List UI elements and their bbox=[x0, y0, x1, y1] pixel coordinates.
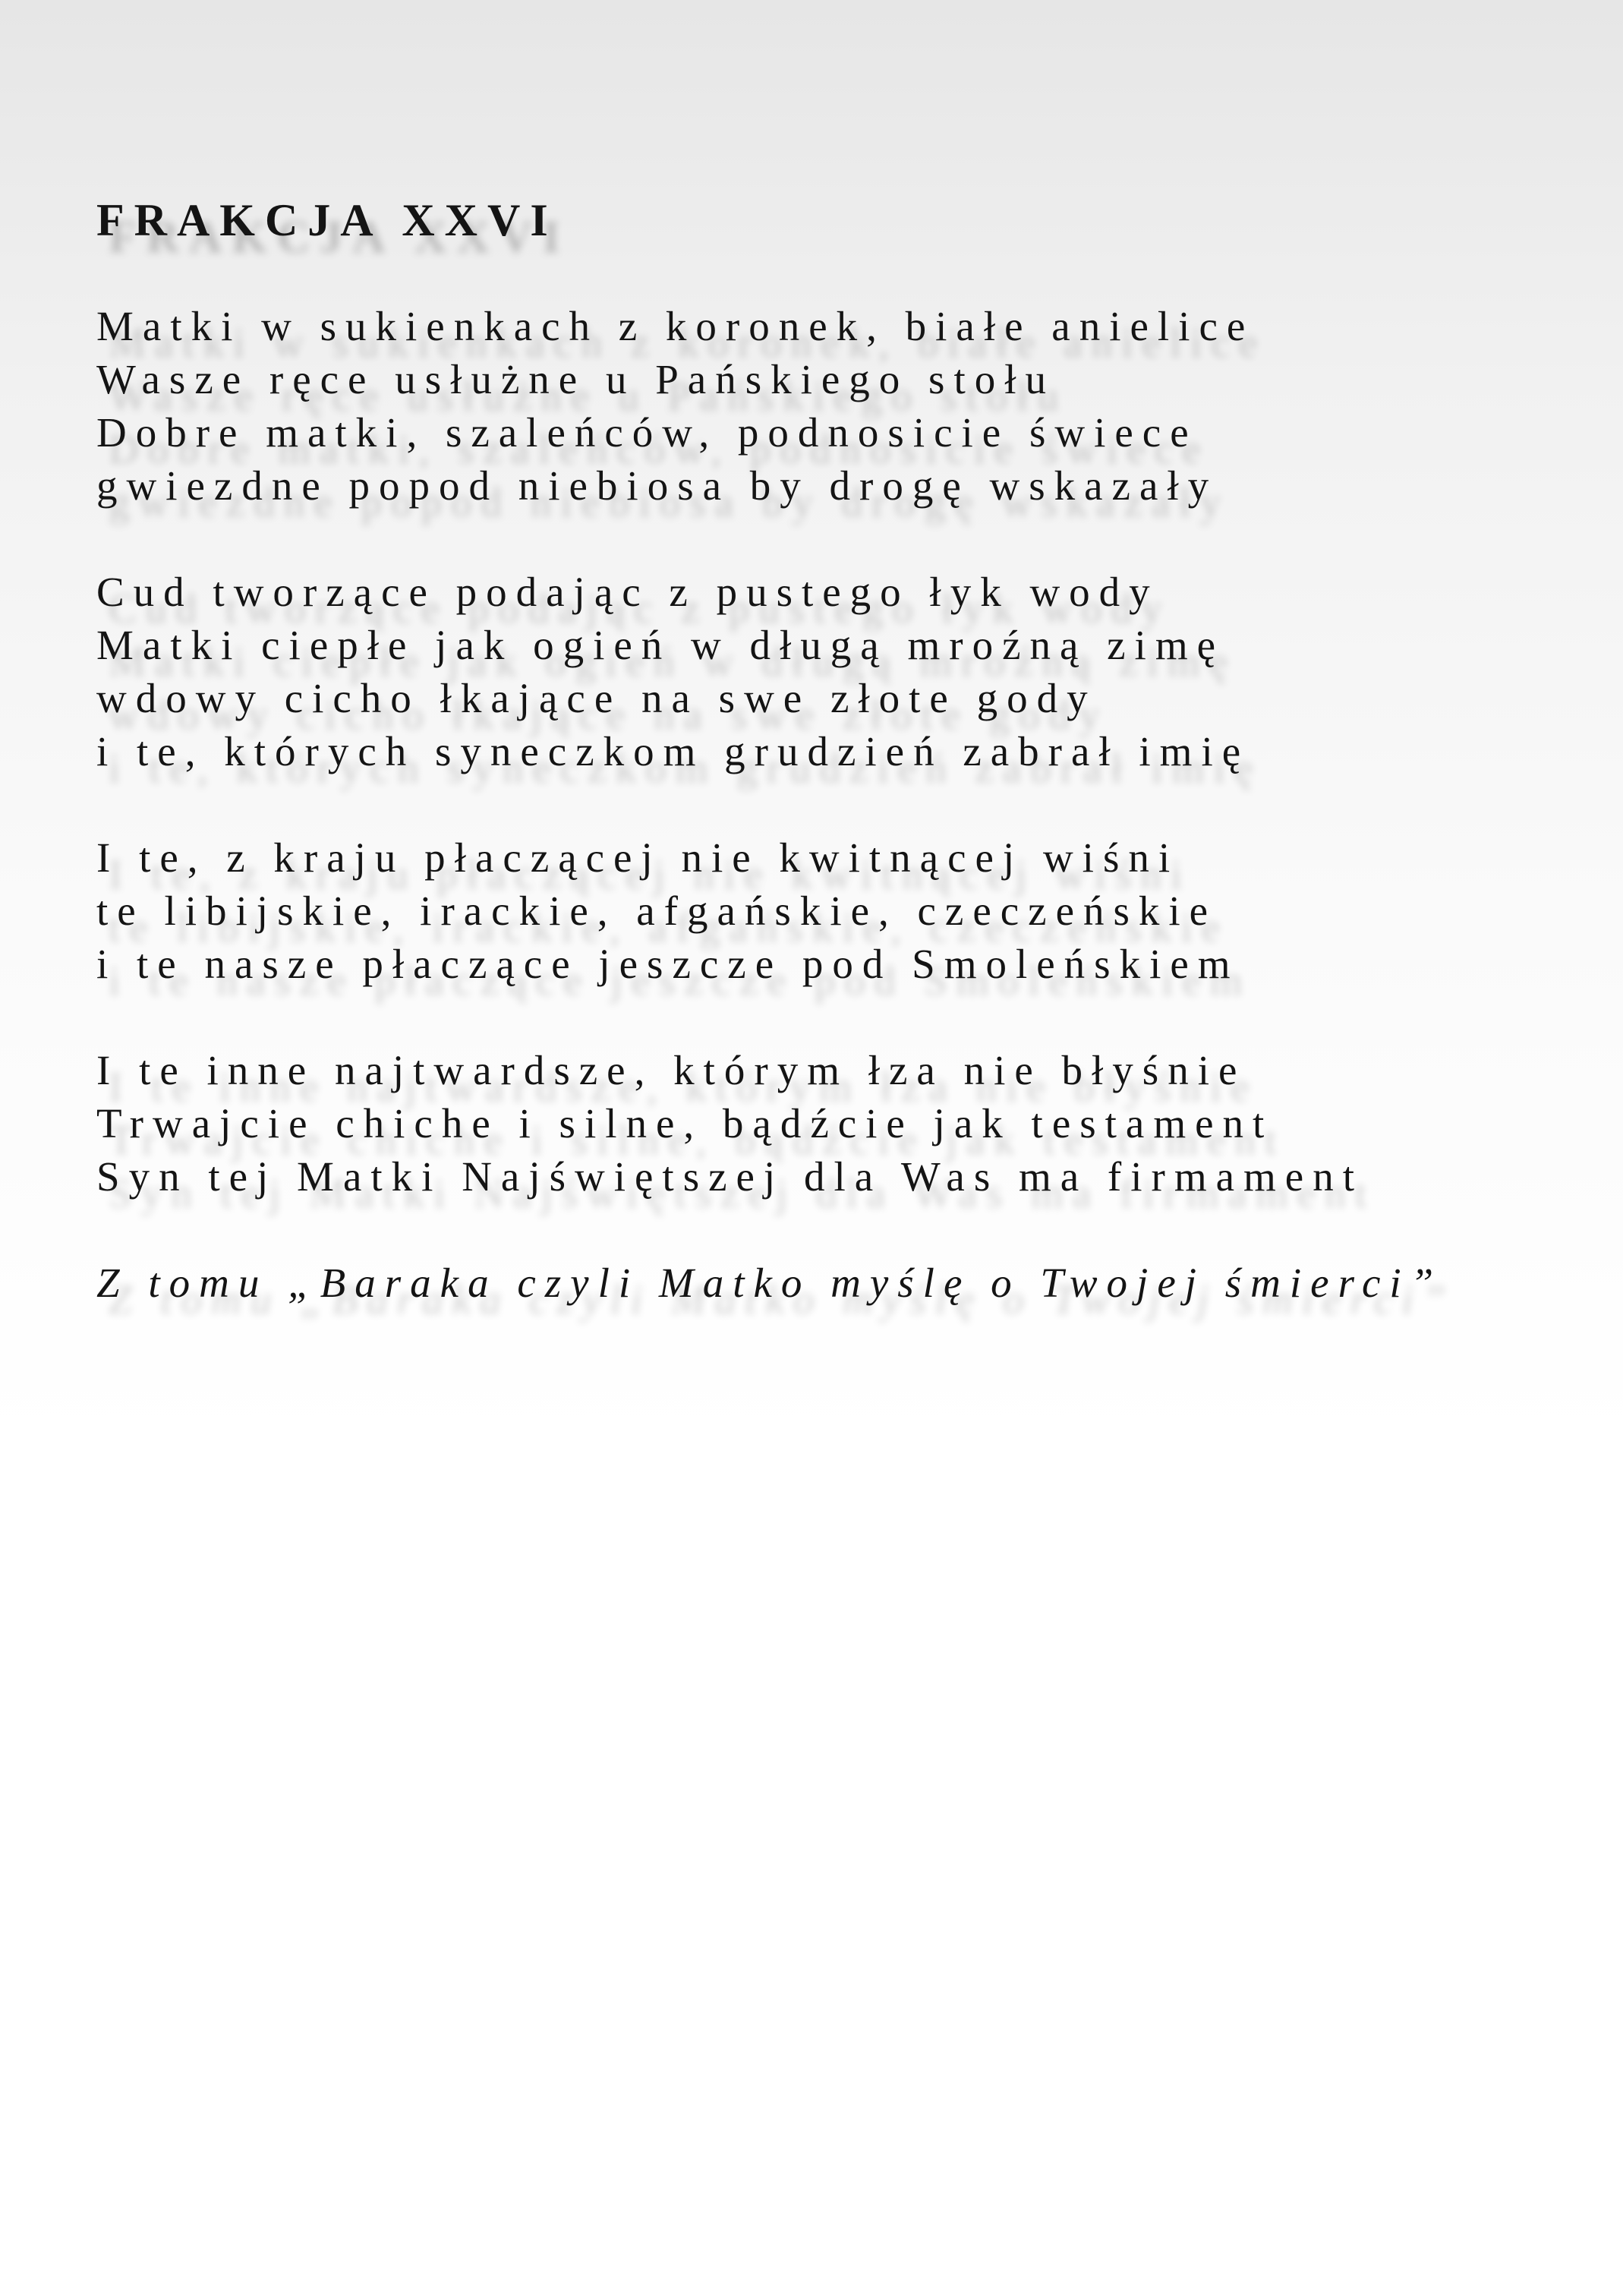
poem-line: gwiezdne popod niebiosa by drogę wskazały bbox=[96, 462, 1218, 509]
poem-line: Cud tworzące podając z pustego łyk wody bbox=[96, 569, 1159, 615]
stanza-2 bbox=[96, 566, 1577, 778]
poem-line: wdowy cicho łkające na swe złote gody bbox=[96, 675, 1097, 721]
poem-line: I te, z kraju płaczącej nie kwitnącej wiśni bbox=[96, 834, 1180, 881]
poem-line: Trwajcie chiche i silne, bądźcie jak testament bbox=[96, 1100, 1274, 1146]
poem-line: i te nasze płaczące jeszcze pod Smoleńskiem bbox=[96, 941, 1240, 987]
poem-line: Dobre matki, szaleńców, podnosicie świece bbox=[96, 409, 1198, 456]
poem-line: I te inne najtwardsze, którym łza nie błyśnie bbox=[96, 1047, 1246, 1093]
poem-title: FRAKCJA XXVI bbox=[96, 195, 558, 245]
poem-source: Z tomu „Baraka czyli Matko myślę o Twojej śmierci” bbox=[96, 1260, 1443, 1306]
stanza-1 bbox=[96, 300, 1577, 512]
poem-page bbox=[96, 194, 1577, 1310]
poem-line: Matki w sukienkach z koronek, białe anielice bbox=[96, 303, 1255, 349]
stanza-4 bbox=[96, 1044, 1577, 1203]
stanza-3 bbox=[96, 831, 1577, 991]
poem-line: i te, których syneczkom grudzień zabrał imię bbox=[96, 728, 1250, 774]
poem-line: Syn tej Matki Najświętszej dla Was ma firmament bbox=[96, 1153, 1363, 1200]
poem-line: te libijskie, irackie, afgańskie, czeczeńskie bbox=[96, 888, 1218, 934]
poem-line: Matki ciepłe jak ogień w długą mroźną zimę bbox=[96, 622, 1225, 668]
poem-line: Wasze ręce usłużne u Pańskiego stołu bbox=[96, 356, 1056, 402]
